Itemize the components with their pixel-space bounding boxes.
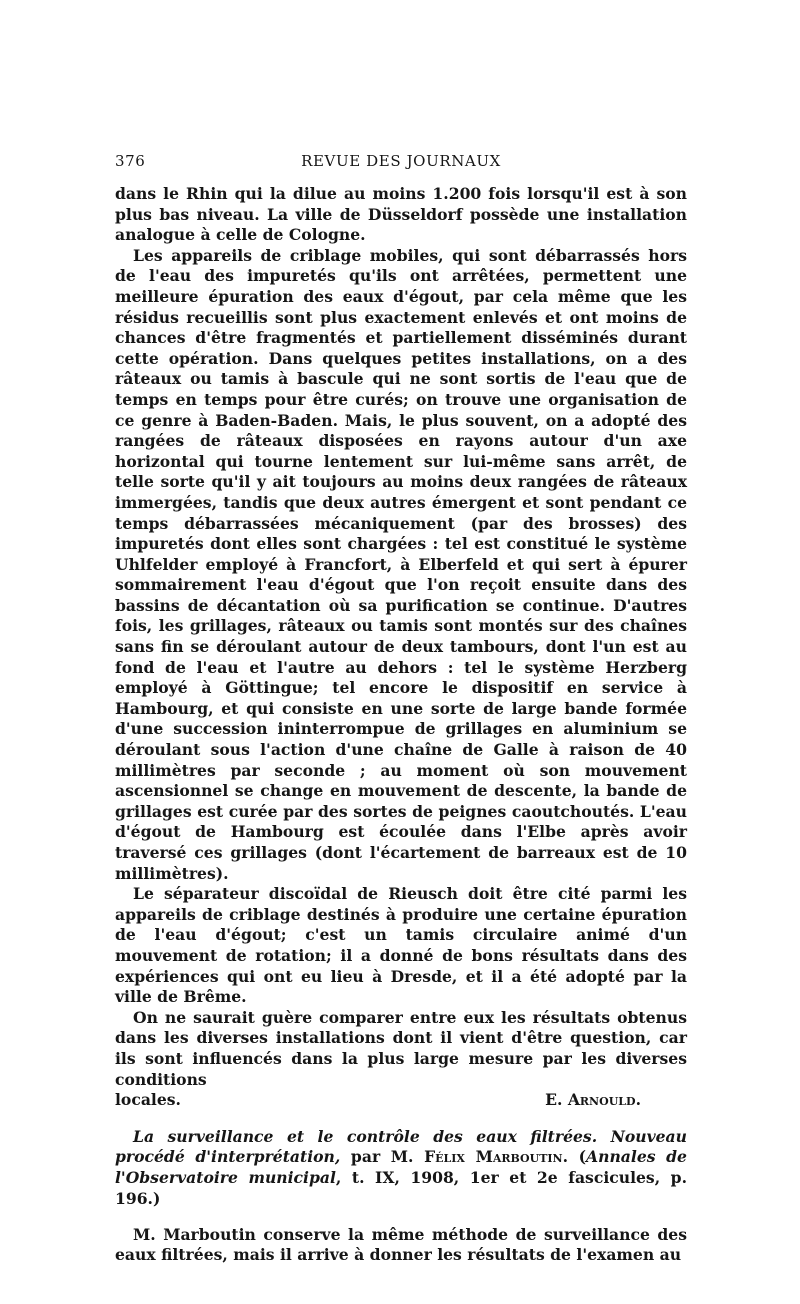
document-page [115, 152, 687, 1281]
reference-after-author: . ( [562, 1147, 587, 1167]
reference-details: , t. IX, 1908, 1er et 2e fascicules, p. 196.) [115, 1167, 687, 1208]
signature-line [115, 1090, 687, 1111]
reference-journal: Annales de l'Observatoire municipal [115, 1147, 687, 1187]
closing-paragraph: M. Marboutin conserve la même méthode de surveillance des eaux filtrées, mais il arrive à donner les résultats de l'examen au [115, 1224, 687, 1265]
paragraph-4: On ne saurait guère comparer entre eux les résultats obtenus dans les diverses installations dont il vient d'être question, car ils sont influencés dans la plus large mesure par les diverses conditions [115, 1007, 687, 1089]
paragraph-1: dans le Rhin qui la dilue au moins 1.200 fois lorsqu'il est à son plus bas niveau. La ville de Düsseldorf possède une installation analogue à celle de Cologne. [115, 184, 687, 245]
reference-author: Félix Marboutin [424, 1147, 563, 1167]
reference-title: La surveillance et le contrôle des eaux filtrées. Nouveau procédé d'interprétation, [115, 1126, 687, 1167]
paragraph-2: Les appareils de criblage mobiles, qui sont débarrassés hors de l'eau des impuretés qu'ils ont arrêtées, permettent une meilleure épuration des eaux d'égout, par cela même que les résidus recueillis sont plus exactement enlevés et ont moins de chances d'être fragmentés et partiellement disséminés durant cette opération. Dans quelques petites installations, on a des râteaux ou tamis à bascule qui ne sont sortis de l'eau que de temps en temps pour être curés; on trouve une organisation de ce genre à Baden-Baden. Mais, le plus souvent, on a adopté des rangées de râteaux disposées en rayons autour d'un axe horizontal qui tourne lentement sur lui-même sans arrêt, de telle sorte qu'il y ait toujours au moins deux rangées de râteaux immergées, tandis que deux autres émergent et sont pendant ce temps débarrassées mécaniquement (par des brosses) des impuretés dont elles sont chargées : tel est constitué le système Uhlfelder employé à Francfort, à Elberfeld et qui sert à épurer sommairement l'eau d'égout que l'on reçoit ensuite dans des bassins de décantation où sa purification se continue. D'autres fois, les grillages, râteaux ou tamis sont montés sur des chaînes sans fin se déroulant autour de deux tambours, dont l'un est au fond de l'eau et l'autre au dehors : tel le système Herzberg employé à Göttingue; tel encore le dispositif en service à Hambourg, et qui consiste en une sorte de large bande formée d'une succession ininterrompue de grillages en aluminium se déroulant sous l'action d'une chaîne de Galle à raison de 40 millimètres par seconde ; au moment où son mouvement ascensionnel se change en mouvement de descente, la bande de grillages est curée par des sortes de peignes caoutchoutés. L'eau d'égout de Hambourg est écoulée dans l'Elbe après avoir traversé ces grillages (dont l'écartement de barreaux est de 10 millimètres). [115, 245, 687, 883]
page-number: 376 [115, 152, 146, 170]
bibliographic-reference [115, 1127, 687, 1209]
article-body [115, 184, 687, 1111]
running-title: REVUE DES JOURNAUX [301, 152, 501, 170]
paragraph-4-end: locales. [115, 1090, 181, 1110]
paragraph-3: Le séparateur discoïdal de Rieusch doit être cité parmi les appareils de criblage destinés à produire une certaine épuration de l'eau d'égout; c'est un tamis circulaire animé d'un mouvement de rotation; il a donné de bons résultats dans des expériences qui ont eu lieu à Dresde, et il a été adopté par la ville de Brême. [115, 884, 687, 1007]
author-signature: E. Arnould. [545, 1090, 641, 1110]
reference-by: par M. [340, 1147, 425, 1167]
page-header [115, 152, 687, 178]
